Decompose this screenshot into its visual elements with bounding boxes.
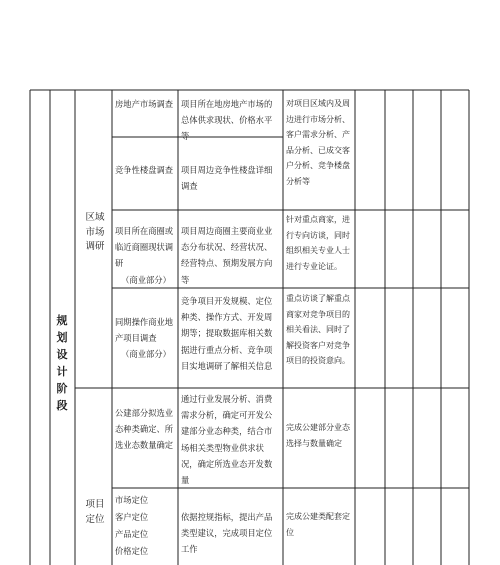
row4-item: 同期操作商业地产项目调查 （商业部分） [115,317,174,360]
row5-note: 完成公建部分业态选择与数量确定 [286,423,350,448]
row1-content: 项目所在地房地产市场的总体供求现状、价格水平等 [181,99,273,142]
row6-note: 完成公建类配套定位 [286,512,350,537]
row2-content: 项目周边竞争性楼盘详细调查 [181,165,273,192]
row1-note: 对项目区域内及周边进行市场分析、客户需求分析、产品分析、已成交客户分析、竞争楼盘分析等 [286,99,350,186]
row5-item: 公建部分拟选业态种类确定、所选业态数量确定 [115,408,174,451]
row3-content: 项目周边商圈主要商业业态分布状况、经营状况、经营特点、预期发展方向等 [181,226,273,285]
row3-note: 针对重点商家，进行专向访谈，同时组织相关专业人士进行专业论证。 [286,215,350,271]
phase-label: 规 划 设 计 阶 段 [56,314,68,413]
row4-note: 重点访谈了解重点商家对竞争项目的相关看法、同时了解投资客户对竞争项目的投资意向。 [286,294,350,366]
row3-item: 项目所在商圈或临近商圈现状调研 （商业部分） [115,226,174,285]
row1-item: 房地产市场调查 [115,99,174,109]
row5-content: 通过行业发展分析、消费需求分析，确定可开发公建部分业态种类，结合市场相关类型物业供求状况，确定所选业态开发数量 [181,394,273,485]
row6-item: 市场定位 客户定位 产品定位 价格定位 [115,495,149,556]
section-positioning: 项目 定位 [85,499,105,525]
row4-content: 竞争项目开发规模、定位种类、操作方式、开发周期等；提取数据库相关数据进行重点分析、竞争项目实地调研了解相关信息 [181,296,273,371]
row6-content: 依据控规指标，提出产品类型建议，完成项目定位工作 [181,512,273,555]
section-market-research: 区域 市场 调研 [85,212,105,253]
row2-item: 竞争性楼盘调查 [115,165,174,175]
